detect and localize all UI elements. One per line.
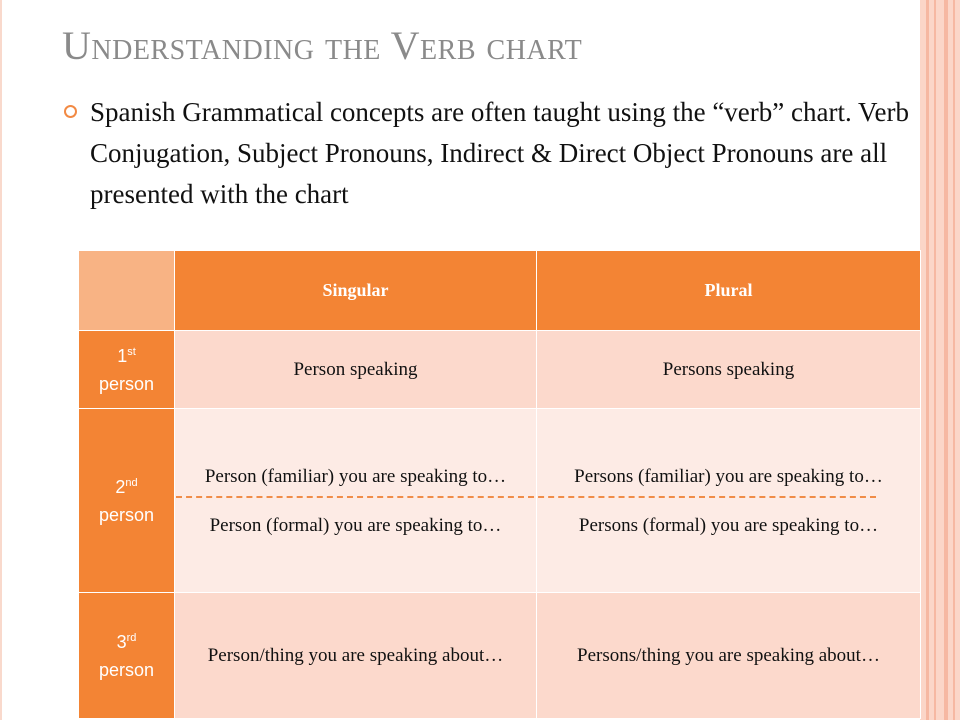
cell-second-plural-formal: Persons (formal) you are speaking to… — [578, 514, 879, 536]
frame-stripe — [934, 0, 936, 720]
row-label-number: 1 — [117, 345, 128, 366]
row-label-suffix: nd — [125, 476, 138, 489]
right-decorative-frame — [920, 0, 960, 720]
row-label-third-person — [79, 593, 175, 719]
cell-second-singular-formal: Person (formal) you are speaking to… — [209, 514, 502, 536]
left-border-line — [0, 0, 2, 720]
familiar-formal-dashed-divider — [176, 496, 876, 498]
header-corner-cell — [79, 251, 175, 331]
frame-stripe — [926, 0, 929, 720]
bullet-text: Spanish Grammatical concepts are often taught using the “verb” chart. Verb Conjugation, Subject Pronouns, Indirect & Direct Object Pronouns are all presented with the chart — [90, 97, 909, 209]
row-label-second-person — [79, 409, 175, 593]
cell-first-singular: Person speaking — [175, 331, 537, 409]
header-singular: Singular — [175, 251, 537, 331]
table-row-second-person — [79, 409, 921, 593]
row-label-number: 3 — [116, 631, 127, 652]
row-label-suffix: st — [127, 345, 136, 358]
cell-second-singular — [175, 409, 537, 593]
row-label-word: person — [98, 659, 155, 680]
cell-first-plural: Persons speaking — [537, 331, 921, 409]
table-row-first-person — [79, 331, 921, 409]
table-row-third-person — [79, 593, 921, 719]
verb-chart-table — [78, 250, 921, 719]
header-plural: Plural — [537, 251, 921, 331]
row-label-first-person — [79, 331, 175, 409]
row-label-number: 2 — [115, 476, 126, 497]
row-label-word: person — [98, 373, 155, 394]
cell-second-plural-familiar: Persons (familiar) you are speaking to… — [574, 465, 883, 487]
frame-stripe — [944, 0, 948, 720]
cell-third-plural: Persons/thing you are speaking about… — [537, 593, 921, 719]
table-header-row — [79, 251, 921, 331]
row-label-suffix: rd — [126, 631, 137, 644]
cell-third-singular: Person/thing you are speaking about… — [175, 593, 537, 719]
slide-title: Understanding the Verb chart — [62, 23, 583, 68]
row-label-word: person — [98, 504, 155, 525]
bullet-circle-icon — [64, 105, 77, 118]
frame-stripe — [953, 0, 955, 720]
cell-second-plural — [537, 409, 921, 593]
cell-second-singular-familiar: Person (familiar) you are speaking to… — [204, 465, 507, 487]
